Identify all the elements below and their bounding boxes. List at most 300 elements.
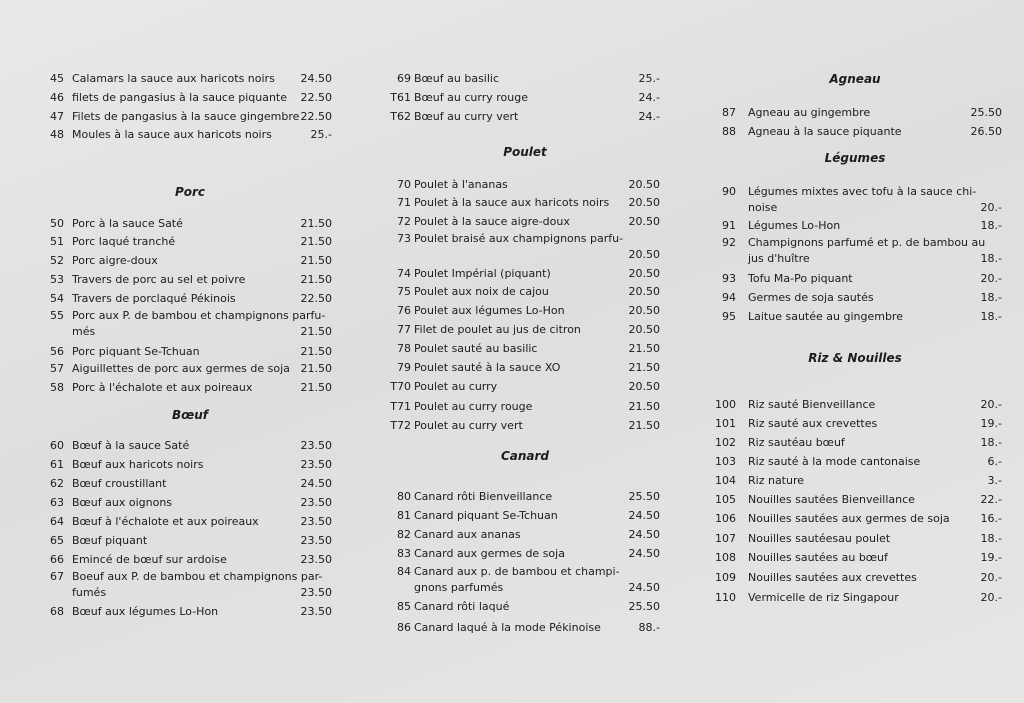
item-price: 23.50 <box>300 496 332 509</box>
item-name-line-1: Riz nature <box>748 474 805 487</box>
item-name <box>72 252 158 270</box>
item-name <box>72 233 175 251</box>
item-name-line-1: Riz sauté aux crevettes <box>748 417 878 430</box>
item-price: 20.50 <box>628 178 660 191</box>
item-name-line-1: Poulet à la sauce aux haricots noirs <box>414 196 610 209</box>
item-name-line-1: Aiguillettes de porc aux germes de soja <box>72 362 290 375</box>
item-number: 57 <box>50 362 64 375</box>
item-name <box>72 108 299 126</box>
menu-item <box>40 215 340 233</box>
item-price: 25.- <box>310 128 332 141</box>
item-name-line-1: Porc aux P. de bambou et champignons parfu- <box>72 309 326 322</box>
item-price: 20.- <box>980 398 1002 411</box>
section-title: Légumes <box>824 151 886 165</box>
item-number: 56 <box>50 345 64 358</box>
item-price: 21.50 <box>300 362 332 375</box>
item-price: 21.50 <box>628 342 660 355</box>
menu-column-2 <box>382 0 668 703</box>
item-price: 21.50 <box>628 400 660 413</box>
item-price: 24.50 <box>300 72 332 85</box>
item-price: 20.50 <box>628 285 660 298</box>
item-name-line-1: Travers de porc au sel et poivre <box>72 273 246 286</box>
menu-item <box>40 271 340 289</box>
menu-item <box>382 598 668 616</box>
item-name-line-1: Poulet aux noix de cajou <box>414 285 549 298</box>
menu-item <box>40 308 340 344</box>
item-number: 73 <box>397 232 411 245</box>
menu-item <box>706 396 1004 414</box>
item-name <box>414 231 623 247</box>
section-title: Poulet <box>503 145 547 159</box>
item-price: 22.50 <box>300 110 332 123</box>
item-price: 24.50 <box>628 528 660 541</box>
item-price: 23.50 <box>300 605 332 618</box>
item-name-line-1: Bœuf à la sauce Saté <box>72 439 190 452</box>
item-name-line-1: Bœuf piquant <box>72 534 148 547</box>
item-name <box>72 215 183 233</box>
menu-item <box>40 290 340 308</box>
item-name <box>414 283 549 301</box>
item-number: 54 <box>50 292 64 305</box>
item-price: 24.50 <box>628 509 660 522</box>
item-price: 25.50 <box>628 490 660 503</box>
item-name <box>748 308 903 326</box>
item-number: 51 <box>50 235 64 248</box>
menu-item <box>40 551 340 569</box>
item-price: 20.- <box>980 571 1002 584</box>
item-name-line-1: Porc à la sauce Saté <box>72 217 183 230</box>
item-name-line-1: Légumes Lo-Hon <box>748 219 841 232</box>
menu-item <box>40 532 340 550</box>
item-price: 18.- <box>980 532 1002 545</box>
item-price: 20.50 <box>628 304 660 317</box>
item-number: 100 <box>715 398 736 411</box>
item-number: 53 <box>50 273 64 286</box>
item-name-line-1: Canard aux germes de soja <box>414 547 565 560</box>
menu-item <box>706 415 1004 433</box>
menu-item <box>706 104 1004 122</box>
item-name-line-1: Nouilles sautées aux crevettes <box>748 571 917 584</box>
item-name <box>414 564 620 596</box>
item-name <box>72 551 227 569</box>
item-name <box>72 308 325 340</box>
item-price: 20.50 <box>628 215 660 228</box>
menu-item <box>706 235 1004 271</box>
item-name <box>748 184 976 216</box>
item-name <box>72 343 200 361</box>
menu-item <box>40 569 340 605</box>
menu-item <box>382 545 668 563</box>
item-name <box>414 302 565 320</box>
item-name-line-1: Laitue sautée au gingembre <box>748 310 903 323</box>
menu-item <box>40 126 340 144</box>
item-price: 21.50 <box>300 217 332 230</box>
item-number: 110 <box>715 591 736 604</box>
item-name <box>414 108 518 126</box>
item-price: 24.- <box>638 110 660 123</box>
item-price: 25.- <box>638 72 660 85</box>
item-price: 21.50 <box>300 254 332 267</box>
item-price: 18.- <box>980 219 1002 232</box>
menu-item <box>382 194 668 212</box>
item-price: 20.50 <box>628 196 660 209</box>
item-name-line-1: Bœuf aux haricots noirs <box>72 458 204 471</box>
item-price: 23.50 <box>300 586 332 599</box>
item-name-line-1: Moules à la sauce aux haricots noirs <box>72 128 272 141</box>
item-price: 21.50 <box>300 235 332 248</box>
item-number: T70 <box>390 380 411 393</box>
menu-item <box>40 494 340 512</box>
item-name <box>72 70 275 88</box>
item-number: 61 <box>50 458 64 471</box>
menu-item <box>382 176 668 194</box>
item-number: 74 <box>397 267 411 280</box>
item-price: 23.50 <box>300 439 332 452</box>
item-name-line-1: Bœuf aux légumes Lo-Hon <box>72 605 219 618</box>
menu-item <box>40 252 340 270</box>
item-price: 24.50 <box>628 547 660 560</box>
item-name-line-1: Calamars la sauce aux haricots noirs <box>72 72 275 85</box>
item-price: 23.50 <box>300 534 332 547</box>
item-price: 20.50 <box>628 267 660 280</box>
item-number: 82 <box>397 528 411 541</box>
item-name-line-1: Bœuf au curry rouge <box>414 91 528 104</box>
item-price: 23.50 <box>300 458 332 471</box>
item-price: 21.50 <box>300 381 332 394</box>
item-number: 102 <box>715 436 736 449</box>
item-name-line-1: Canard aux p. de bambou et champi- <box>414 565 620 578</box>
item-number: 108 <box>715 551 736 564</box>
menu-item <box>40 89 340 107</box>
item-name-line-1: Bœuf aux oignons <box>72 496 173 509</box>
item-name <box>414 340 537 358</box>
item-name <box>414 378 497 396</box>
item-name <box>414 598 509 616</box>
menu-item <box>382 283 668 301</box>
item-name <box>72 126 272 144</box>
item-name <box>748 549 888 567</box>
item-number: 90 <box>722 185 736 198</box>
menu-item <box>706 217 1004 235</box>
item-name <box>748 530 890 548</box>
item-number: 50 <box>50 217 64 230</box>
item-name <box>414 194 609 212</box>
item-price: 23.50 <box>300 553 332 566</box>
menu-item <box>382 89 668 107</box>
item-price: 22.50 <box>300 292 332 305</box>
item-number: 55 <box>50 309 64 322</box>
menu-item <box>706 472 1004 490</box>
item-name <box>414 398 532 416</box>
section-title: Porc <box>174 185 206 199</box>
item-number: 93 <box>722 272 736 285</box>
menu-item <box>706 434 1004 452</box>
item-number: 47 <box>50 110 64 123</box>
item-name-line-1: Vermicelle de riz Singapour <box>748 591 899 604</box>
menu-item <box>382 417 668 435</box>
item-number: 106 <box>715 512 736 525</box>
item-number: 69 <box>397 72 411 85</box>
item-price: 3.- <box>987 474 1002 487</box>
item-number: 45 <box>50 72 64 85</box>
item-price: 20.50 <box>628 323 660 336</box>
item-name <box>72 569 322 601</box>
item-price: 21.50 <box>300 273 332 286</box>
item-name <box>72 475 166 493</box>
item-name-line-1: Champignons parfumé et p. de bambou au <box>748 236 986 249</box>
menu-item <box>706 491 1004 509</box>
item-number: 48 <box>50 128 64 141</box>
item-name-line-2: jus d'huître <box>748 252 810 265</box>
item-name <box>748 123 902 141</box>
item-name-line-1: Poulet à l'ananas <box>414 178 508 191</box>
item-name <box>72 89 287 107</box>
menu-item <box>706 270 1004 288</box>
item-price: 25.50 <box>970 106 1002 119</box>
item-name-line-1: Porc piquant Se-Tchuan <box>72 345 200 358</box>
item-number: 103 <box>715 455 736 468</box>
item-number: 87 <box>722 106 736 119</box>
item-name <box>748 289 874 307</box>
item-name <box>72 360 290 378</box>
item-number: 94 <box>722 291 736 304</box>
item-number: 46 <box>50 91 64 104</box>
item-name <box>748 235 985 267</box>
item-name <box>748 396 875 414</box>
menu-item <box>382 231 668 267</box>
item-name-line-1: Nouilles sautées aux germes de soja <box>748 512 950 525</box>
item-price: 18.- <box>980 252 1002 265</box>
item-name <box>72 290 236 308</box>
item-name <box>72 379 252 397</box>
item-name-line-1: Riz sauté à la mode cantonaise <box>748 455 921 468</box>
item-price: 24.50 <box>300 477 332 490</box>
item-name-line-1: Poulet au curry rouge <box>414 400 533 413</box>
item-number: 80 <box>397 490 411 503</box>
item-name-line-2: Poulet braisé aux champignons parfu- <box>414 232 624 245</box>
item-number: 68 <box>50 605 64 618</box>
item-name-line-1: Agneau à la sauce piquante <box>748 125 902 138</box>
item-name <box>748 104 870 122</box>
item-number: 62 <box>50 477 64 490</box>
menu-item <box>706 289 1004 307</box>
item-name-line-1: Emincé de bœuf sur ardoise <box>72 553 227 566</box>
item-name-line-1: Travers de porclaqué Pékinois <box>72 292 236 305</box>
item-name <box>414 545 565 563</box>
item-name <box>414 619 601 637</box>
menu-item <box>40 475 340 493</box>
menu-item <box>706 184 1004 220</box>
item-price: 88.- <box>638 621 660 634</box>
item-number: T61 <box>390 91 411 104</box>
item-name <box>414 488 552 506</box>
item-name <box>72 494 172 512</box>
item-name <box>414 507 558 525</box>
item-name-line-1: Porc laqué tranché <box>72 235 176 248</box>
menu-item <box>382 321 668 339</box>
menu-column-1 <box>40 0 340 703</box>
item-name <box>414 213 570 231</box>
item-number: 92 <box>722 236 736 249</box>
item-number: 79 <box>397 361 411 374</box>
item-number: 72 <box>397 215 411 228</box>
menu-item <box>40 603 340 621</box>
item-name-line-1: Canard rôti laqué <box>414 600 510 613</box>
item-number: 91 <box>722 219 736 232</box>
item-price: 20.50 <box>628 380 660 393</box>
item-number: 104 <box>715 474 736 487</box>
item-name-line-1: filets de pangasius à la sauce piquante <box>72 91 288 104</box>
item-number: 64 <box>50 515 64 528</box>
item-name <box>414 321 581 339</box>
item-name <box>748 510 950 528</box>
item-number: 63 <box>50 496 64 509</box>
item-price: 22.50 <box>300 91 332 104</box>
menu-item <box>40 437 340 455</box>
item-name <box>72 513 259 531</box>
item-name <box>748 434 845 452</box>
item-number: 109 <box>715 571 736 584</box>
item-price: 20.- <box>980 591 1002 604</box>
menu-item <box>706 589 1004 607</box>
item-number: 105 <box>715 493 736 506</box>
menu-item <box>382 526 668 544</box>
menu-item <box>706 308 1004 326</box>
item-number: 101 <box>715 417 736 430</box>
item-name <box>72 271 245 289</box>
item-name <box>748 589 899 607</box>
item-name-line-1: Poulet sauté à la sauce XO <box>414 361 561 374</box>
item-number: T71 <box>390 400 411 413</box>
item-price: 18.- <box>980 310 1002 323</box>
item-name-line-1: Légumes mixtes avec tofu à la sauce chi- <box>748 185 977 198</box>
item-number: 52 <box>50 254 64 267</box>
section-title: Canard <box>500 449 550 463</box>
item-name <box>72 603 218 621</box>
item-price: 23.50 <box>300 515 332 528</box>
item-name-line-1: Poulet sauté au basilic <box>414 342 538 355</box>
menu-item <box>706 569 1004 587</box>
item-name-line-1: Canard laqué à la mode Pékinoise <box>414 621 601 634</box>
menu-item <box>382 398 668 416</box>
item-name-line-2: més <box>72 325 96 338</box>
item-name-line-1: Canard piquant Se-Tchuan <box>414 509 558 522</box>
item-price: 22.- <box>980 493 1002 506</box>
menu-item <box>382 265 668 283</box>
item-number: 78 <box>397 342 411 355</box>
item-name <box>748 415 877 433</box>
menu-item <box>382 213 668 231</box>
menu-item <box>382 488 668 506</box>
item-name <box>748 491 915 509</box>
item-name-line-1: Bœuf croustillant <box>72 477 167 490</box>
item-price: 18.- <box>980 291 1002 304</box>
menu-item <box>40 233 340 251</box>
item-name-line-1: Canard aux ananas <box>414 528 521 541</box>
item-number: 85 <box>397 600 411 613</box>
item-name <box>72 456 203 474</box>
item-number: T62 <box>390 110 411 123</box>
item-number: 70 <box>397 178 411 191</box>
item-name-line-1: Bœuf au basilic <box>414 72 500 85</box>
menu-item <box>40 108 340 126</box>
item-name-line-1: Poulet au curry <box>414 380 498 393</box>
menu-item <box>40 343 340 361</box>
item-number: 88 <box>722 125 736 138</box>
item-name <box>414 70 499 88</box>
item-price: 19.- <box>980 551 1002 564</box>
item-number: 60 <box>50 439 64 452</box>
item-number: 71 <box>397 196 411 209</box>
menu-item <box>382 302 668 320</box>
item-name <box>748 569 917 587</box>
item-price: 21.50 <box>300 345 332 358</box>
menu-item <box>706 549 1004 567</box>
item-name-line-1: Nouilles sautées au bœuf <box>748 551 888 564</box>
menu-item <box>40 360 340 378</box>
item-number: T72 <box>390 419 411 432</box>
item-name-line-1: Riz sautéau bœuf <box>748 436 845 449</box>
item-price: 20.- <box>980 272 1002 285</box>
item-number: 81 <box>397 509 411 522</box>
menu-item <box>382 108 668 126</box>
item-name <box>414 89 528 107</box>
item-number: 84 <box>397 565 411 578</box>
item-name-line-1: Canard rôti Bienveillance <box>414 490 553 503</box>
item-name-line-2: gnons parfumés <box>414 581 504 594</box>
item-price: 21.50 <box>628 419 660 432</box>
item-number: 76 <box>397 304 411 317</box>
item-name-line-1: Bœuf au curry vert <box>414 110 519 123</box>
item-name-line-1: Bœuf à l'échalote et aux poireaux <box>72 515 259 528</box>
menu-item <box>40 456 340 474</box>
item-price: 24.50 <box>628 581 660 594</box>
item-number: 58 <box>50 381 64 394</box>
item-name-line-1: Poulet à la sauce aigre-doux <box>414 215 570 228</box>
menu-item <box>706 453 1004 471</box>
menu-item <box>382 340 668 358</box>
item-name <box>414 265 551 283</box>
item-name-line-1: Filet de poulet au jus de citron <box>414 323 581 336</box>
item-name-line-1: Poulet Impérial (piquant) <box>414 267 551 280</box>
item-price: 18.- <box>980 436 1002 449</box>
item-number: 75 <box>397 285 411 298</box>
item-name-line-2: fumés <box>72 586 107 599</box>
item-number: 65 <box>50 534 64 547</box>
item-name <box>414 359 560 377</box>
item-name <box>748 270 853 288</box>
section-title: Riz & Nouilles <box>808 351 902 365</box>
item-name-line-1: Porc aigre-doux <box>72 254 158 267</box>
item-name <box>414 526 521 544</box>
item-number: 66 <box>50 553 64 566</box>
item-name-line-1: Agneau au gingembre <box>748 106 871 119</box>
menu-item <box>382 70 668 88</box>
item-name-line-1: Filets de pangasius à la sauce gingembre <box>72 110 300 123</box>
menu-item <box>706 123 1004 141</box>
item-price: 6.- <box>987 455 1002 468</box>
item-name <box>72 532 147 550</box>
item-name-line-1: Tofu Ma-Po piquant <box>748 272 853 285</box>
item-name-line-1: Poulet aux légumes Lo-Hon <box>414 304 565 317</box>
item-number: 67 <box>50 570 64 583</box>
item-number: 83 <box>397 547 411 560</box>
menu-item <box>382 619 668 637</box>
menu-item <box>40 70 340 88</box>
section-title: Agneau <box>829 72 881 86</box>
item-name-line-1: Germes de soja sautés <box>748 291 874 304</box>
menu-item <box>40 513 340 531</box>
